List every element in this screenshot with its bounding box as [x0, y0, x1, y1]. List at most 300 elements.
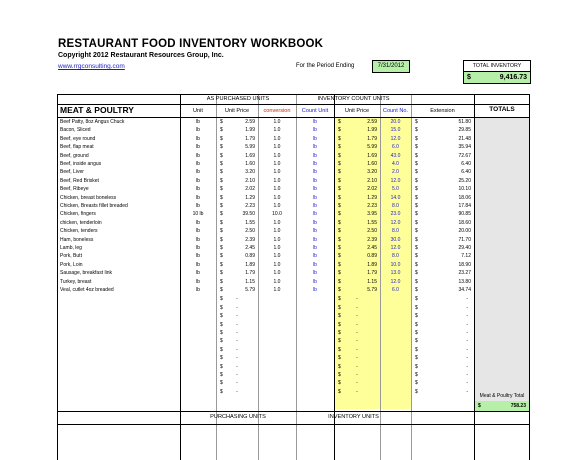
- extension-value: 18.06: [458, 194, 471, 201]
- unit-price-currency: $: [220, 321, 223, 328]
- conversion-factor[interactable]: 1.0: [273, 161, 281, 167]
- extension-currency: $: [415, 161, 418, 167]
- count-unit[interactable]: lb: [313, 228, 317, 235]
- item-name[interactable]: Beef, Ribeye: [60, 186, 89, 193]
- count-unit[interactable]: lb: [313, 152, 317, 159]
- section-total-currency: $: [478, 403, 481, 409]
- extension-currency: $: [415, 177, 418, 184]
- period-ending-label: For the Period Ending: [296, 63, 355, 69]
- count-number[interactable]: 23.0: [390, 211, 401, 218]
- count-price-currency: $: [338, 135, 341, 142]
- unit-price-currency: $: [220, 127, 223, 134]
- purchase-unit-price[interactable]: 1.60: [245, 161, 255, 167]
- extension-currency: $: [415, 304, 418, 311]
- conversion-factor[interactable]: 1.0: [273, 203, 281, 209]
- purchase-unit[interactable]: lb: [196, 186, 200, 193]
- count-number[interactable]: 10.0: [390, 261, 401, 268]
- count-price-currency: $: [338, 363, 341, 370]
- empty-count-price: -: [356, 388, 358, 395]
- col-count-unit: Count Unit: [301, 108, 329, 114]
- empty-extension: -: [466, 296, 468, 303]
- purchase-unit-price[interactable]: 2.23: [245, 203, 255, 209]
- count-number[interactable]: 8.0: [392, 253, 399, 260]
- conversion-factor[interactable]: 1.0: [273, 219, 281, 226]
- extension-value: 90.85: [458, 211, 471, 218]
- empty-count-price: -: [356, 372, 358, 378]
- unit-price-currency: $: [220, 119, 223, 125]
- conversion-factor[interactable]: 1.0: [273, 186, 281, 193]
- extension-currency: $: [415, 313, 418, 320]
- extension-value: 20.00: [458, 228, 471, 235]
- extension-currency: $: [415, 321, 418, 328]
- count-number[interactable]: 8.0: [392, 203, 399, 209]
- empty-unit-price[interactable]: -: [236, 380, 238, 387]
- workbook-title: RESTAURANT FOOD INVENTORY WORKBOOK: [58, 38, 324, 50]
- empty-extension: -: [466, 388, 468, 395]
- col-count-unit-price: Unit Price: [344, 108, 370, 114]
- empty-unit-price[interactable]: -: [236, 330, 238, 336]
- count-price-currency: $: [338, 278, 341, 285]
- count-unit-price: 5.99: [367, 144, 377, 151]
- count-price-currency: $: [338, 177, 341, 184]
- purchase-unit[interactable]: lb: [196, 169, 200, 176]
- extension-value: 10.10: [458, 186, 471, 193]
- purchase-unit[interactable]: lb: [196, 228, 200, 235]
- total-inventory-cell[interactable]: [463, 71, 531, 84]
- purchase-unit-price[interactable]: 2.02: [245, 186, 255, 193]
- unit-price-currency: $: [220, 169, 223, 176]
- count-unit[interactable]: lb: [313, 186, 317, 193]
- as-purchased-units-header: AS PURCHASED UNITS: [206, 96, 270, 102]
- empty-unit-price[interactable]: -: [236, 296, 238, 303]
- unit-price-currency: $: [220, 228, 223, 235]
- purchase-unit-price[interactable]: 5.79: [245, 287, 255, 293]
- website-link[interactable]: www.rrgconsulting.com: [58, 63, 125, 70]
- count-number[interactable]: 13.0: [390, 270, 401, 277]
- extension-value: 29.85: [458, 127, 471, 134]
- purchase-unit[interactable]: lb: [196, 261, 200, 268]
- empty-extension: -: [466, 338, 468, 345]
- count-unit[interactable]: lb: [313, 135, 317, 142]
- extension-currency: $: [415, 296, 418, 303]
- purchase-unit-price[interactable]: 1.89: [245, 261, 255, 268]
- extension-value: 6.40: [461, 169, 471, 176]
- count-number[interactable]: 15.0: [390, 127, 401, 134]
- unit-price-currency: $: [220, 219, 223, 226]
- purchase-unit-price[interactable]: 2.59: [245, 119, 255, 125]
- count-price-currency: $: [338, 245, 341, 251]
- unit-price-currency: $: [220, 186, 223, 193]
- item-name[interactable]: Chicken, Breasts fillet breaded: [60, 203, 128, 209]
- empty-unit-price[interactable]: -: [236, 355, 238, 362]
- purchase-unit-price[interactable]: 2.50: [245, 228, 255, 235]
- unit-price-currency: $: [220, 245, 223, 251]
- empty-count-price: -: [356, 355, 358, 362]
- item-name[interactable]: Chicken, fingers: [60, 211, 96, 218]
- conversion-factor[interactable]: 1.0: [273, 127, 281, 134]
- count-unit[interactable]: lb: [313, 119, 317, 125]
- conversion-factor[interactable]: 1.0: [273, 270, 281, 277]
- unit-price-currency: $: [220, 355, 223, 362]
- extension-currency: $: [415, 287, 418, 293]
- item-name[interactable]: Pork, Butt: [60, 253, 82, 260]
- count-price-currency: $: [338, 119, 341, 125]
- purchase-unit-price[interactable]: 2.45: [245, 245, 255, 251]
- extension-value: 29.40: [458, 245, 471, 251]
- empty-count-price: -: [356, 380, 358, 387]
- item-name[interactable]: Lamb, leg: [60, 245, 82, 251]
- count-price-currency: $: [338, 261, 341, 268]
- purchase-unit-price[interactable]: 0.89: [245, 253, 255, 260]
- unit-price-currency: $: [220, 144, 223, 151]
- count-unit[interactable]: lb: [313, 219, 317, 226]
- count-unit[interactable]: lb: [313, 203, 317, 209]
- count-price-currency: $: [338, 253, 341, 260]
- extension-currency: $: [415, 338, 418, 345]
- purchase-unit[interactable]: lb: [196, 135, 200, 142]
- purchase-unit-price[interactable]: 39.50: [242, 211, 255, 218]
- count-unit[interactable]: lb: [313, 278, 317, 285]
- item-name[interactable]: Chicken, breast boneless: [60, 194, 117, 201]
- purchase-unit[interactable]: lb: [196, 194, 200, 201]
- extension-currency: $: [415, 372, 418, 378]
- total-inventory-currency: $: [467, 74, 471, 81]
- purchase-unit-price[interactable]: 2.39: [245, 236, 255, 243]
- inventory-sheet: [57, 94, 530, 460]
- col-count-no: Count No.: [382, 108, 409, 114]
- total-inventory-value: 9,416.73: [499, 74, 527, 81]
- count-unit[interactable]: lb: [313, 253, 317, 260]
- conversion-factor[interactable]: 1.0: [273, 236, 281, 243]
- purchase-unit[interactable]: lb: [196, 127, 200, 134]
- unit-price-currency: $: [220, 278, 223, 285]
- purchase-unit-price[interactable]: 1.55: [245, 219, 255, 226]
- count-unit-price: 2.02: [367, 186, 377, 193]
- empty-extension: -: [466, 346, 468, 353]
- unit-price-currency: $: [220, 270, 223, 277]
- count-unit-price: 1.15: [367, 278, 377, 285]
- item-name[interactable]: Beef, flap meat: [60, 144, 94, 151]
- purchase-unit[interactable]: lb: [196, 236, 200, 243]
- item-name[interactable]: Beef, inside angus: [60, 161, 102, 167]
- empty-count-price: -: [356, 313, 358, 320]
- extension-currency: $: [415, 261, 418, 268]
- purchase-unit[interactable]: lb: [196, 270, 200, 277]
- unit-price-currency: $: [220, 161, 223, 167]
- purchase-unit[interactable]: lb: [196, 203, 200, 209]
- purchase-unit-price[interactable]: 1.79: [245, 135, 255, 142]
- extension-currency: $: [415, 253, 418, 260]
- purchase-unit-price[interactable]: 2.10: [245, 177, 255, 184]
- inventory-units-footer: INVENTORY UNITS: [328, 414, 379, 420]
- count-unit-price: 2.45: [367, 245, 377, 251]
- conversion-factor[interactable]: 1.0: [273, 152, 281, 159]
- item-name[interactable]: Veal, cutlet 4oz breaded: [60, 287, 114, 293]
- purchase-unit[interactable]: lb: [196, 161, 200, 167]
- item-name[interactable]: Beef, ground: [60, 152, 89, 159]
- count-unit[interactable]: lb: [313, 177, 317, 184]
- count-unit-price: 2.39: [367, 236, 377, 243]
- purchase-unit[interactable]: lb: [196, 219, 200, 226]
- count-price-currency: $: [338, 304, 341, 311]
- purchase-unit[interactable]: lb: [196, 119, 200, 125]
- unit-price-currency: $: [220, 203, 223, 209]
- conversion-factor[interactable]: 1.0: [273, 287, 281, 293]
- item-name[interactable]: Bacon, Sliced: [60, 127, 91, 134]
- purchase-unit-price[interactable]: 1.15: [245, 278, 255, 285]
- count-unit[interactable]: lb: [313, 127, 317, 134]
- count-number[interactable]: 2.0: [392, 169, 399, 176]
- purchase-unit[interactable]: lb: [196, 177, 200, 184]
- period-date-cell[interactable]: 7/31/2012: [372, 60, 410, 73]
- count-number[interactable]: 4.0: [392, 161, 399, 167]
- empty-extension: -: [466, 313, 468, 320]
- conversion-factor[interactable]: 1.0: [273, 169, 281, 176]
- count-price-currency: $: [338, 186, 341, 193]
- empty-unit-price[interactable]: -: [236, 338, 238, 345]
- count-price-currency: $: [338, 338, 341, 345]
- empty-unit-price[interactable]: -: [236, 321, 238, 328]
- empty-extension: -: [466, 363, 468, 370]
- extension-currency: $: [415, 211, 418, 218]
- purchasing-units-footer: PURCHASING UNITS: [210, 414, 266, 420]
- totals-column: [474, 118, 530, 409]
- count-price-currency: $: [338, 270, 341, 277]
- extension-value: 13.80: [458, 278, 471, 285]
- empty-count-price: -: [356, 304, 358, 311]
- extension-currency: $: [415, 346, 418, 353]
- count-price-currency: $: [338, 219, 341, 226]
- count-unit-price: 1.89: [367, 261, 377, 268]
- count-unit-price: 3.95: [367, 211, 377, 218]
- extension-value: 25.20: [458, 177, 471, 184]
- count-unit[interactable]: lb: [313, 194, 317, 201]
- extension-currency: $: [415, 228, 418, 235]
- count-unit-price: 3.20: [367, 169, 377, 176]
- item-name[interactable]: Ham, boneless: [60, 236, 94, 243]
- extension-currency: $: [415, 127, 418, 134]
- purchase-unit[interactable]: lb: [196, 152, 200, 159]
- conversion-factor[interactable]: 1.0: [273, 245, 281, 251]
- empty-count-price: -: [356, 321, 358, 328]
- count-number[interactable]: 5.0: [392, 186, 399, 193]
- extension-currency: $: [415, 363, 418, 370]
- purchase-unit-price[interactable]: 1.99: [245, 127, 255, 134]
- count-unit[interactable]: lb: [313, 287, 317, 293]
- count-unit-price: 1.29: [367, 194, 377, 201]
- count-number[interactable]: 12.0: [390, 278, 401, 285]
- unit-price-currency: $: [220, 304, 223, 311]
- col-extension: Extension: [430, 108, 455, 114]
- count-price-currency: $: [338, 144, 341, 151]
- count-number[interactable]: 12.0: [390, 135, 401, 142]
- extension-value: 71.70: [458, 236, 471, 243]
- conversion-factor[interactable]: 1.0: [273, 253, 281, 260]
- count-unit[interactable]: lb: [313, 261, 317, 268]
- empty-count-price: -: [356, 363, 358, 370]
- empty-count-price: -: [356, 338, 358, 345]
- col-conversion: conversion: [263, 108, 291, 114]
- count-unit-price: 1.60: [367, 161, 377, 167]
- conversion-factor[interactable]: 1.0: [273, 135, 281, 142]
- purchase-unit-price[interactable]: 1.69: [245, 152, 255, 159]
- purchase-unit[interactable]: 10 lb: [192, 211, 204, 218]
- count-unit-price: 2.50: [367, 228, 377, 235]
- unit-price-currency: $: [220, 152, 223, 159]
- unit-price-currency: $: [220, 380, 223, 387]
- count-unit[interactable]: lb: [313, 236, 317, 243]
- unit-price-currency: $: [220, 177, 223, 184]
- count-number[interactable]: 12.0: [390, 245, 401, 251]
- count-number[interactable]: 20.0: [390, 119, 401, 125]
- extension-value: 34.74: [458, 287, 471, 293]
- item-name[interactable]: Beef, eye round: [60, 135, 96, 142]
- conversion-factor[interactable]: 1.0: [273, 228, 281, 235]
- count-price-currency: $: [338, 321, 341, 328]
- conversion-factor[interactable]: 1.0: [273, 261, 281, 268]
- conversion-factor[interactable]: 1.0: [273, 177, 281, 184]
- extension-value: 72.67: [458, 152, 471, 159]
- item-name[interactable]: Beef Patty, 8oz Angus Chuck: [60, 119, 125, 125]
- count-unit[interactable]: lb: [313, 245, 317, 251]
- empty-extension: -: [466, 330, 468, 336]
- col-unit: Unit: [193, 108, 203, 114]
- extension-currency: $: [415, 194, 418, 201]
- conversion-factor[interactable]: 1.0: [273, 194, 281, 201]
- extension-value: 7.12: [461, 253, 471, 260]
- unit-price-currency: $: [220, 313, 223, 320]
- empty-unit-price[interactable]: -: [236, 388, 238, 395]
- empty-unit-price[interactable]: -: [236, 363, 238, 370]
- unit-price-currency: $: [220, 135, 223, 142]
- count-number[interactable]: 30.0: [390, 236, 401, 243]
- count-price-currency: $: [338, 211, 341, 218]
- conversion-factor[interactable]: 1.0: [273, 144, 281, 151]
- empty-extension: -: [466, 380, 468, 387]
- count-number[interactable]: 6.0: [392, 287, 399, 293]
- conversion-factor[interactable]: 1.0: [273, 278, 281, 285]
- purchase-unit[interactable]: lb: [196, 278, 200, 285]
- unit-price-currency: $: [220, 261, 223, 268]
- count-unit[interactable]: lb: [313, 161, 317, 167]
- count-unit-price: 5.79: [367, 287, 377, 293]
- count-price-currency: $: [338, 287, 341, 293]
- unit-price-currency: $: [220, 253, 223, 260]
- col-unit-price: Unit Price: [224, 108, 250, 114]
- purchase-unit-price[interactable]: 1.29: [245, 194, 255, 201]
- purchase-unit[interactable]: lb: [196, 245, 200, 251]
- extension-value: 23.27: [458, 270, 471, 277]
- extension-currency: $: [415, 330, 418, 336]
- empty-unit-price[interactable]: -: [236, 372, 238, 378]
- empty-count-price: -: [356, 330, 358, 336]
- extension-value: 35.94: [458, 144, 471, 151]
- count-number[interactable]: 6.0: [392, 144, 399, 151]
- empty-unit-price[interactable]: -: [236, 346, 238, 353]
- count-unit-price: 2.23: [367, 203, 377, 209]
- unit-price-currency: $: [220, 287, 223, 293]
- count-unit-price: 1.99: [367, 127, 377, 134]
- extension-value: 6.40: [461, 161, 471, 167]
- item-name[interactable]: Beef, Red Brisket: [60, 177, 99, 184]
- count-number[interactable]: 43.0: [390, 152, 401, 159]
- section-header-meat-poultry: MEAT & POULTRY: [60, 105, 134, 115]
- extension-currency: $: [415, 236, 418, 243]
- empty-count-price: -: [356, 296, 358, 303]
- item-name[interactable]: Chicken, tenders: [60, 228, 98, 235]
- unit-price-currency: $: [220, 211, 223, 218]
- count-unit-price: 2.59: [367, 119, 377, 125]
- empty-unit-price[interactable]: -: [236, 313, 238, 320]
- count-price-currency: $: [338, 330, 341, 336]
- extension-value: 51.80: [458, 119, 471, 125]
- purchase-unit[interactable]: lb: [196, 144, 200, 151]
- count-price-currency: $: [338, 346, 341, 353]
- empty-extension: -: [466, 321, 468, 328]
- count-price-currency: $: [338, 203, 341, 209]
- count-price-currency: $: [338, 161, 341, 167]
- count-unit-price: 1.79: [367, 270, 377, 277]
- count-number[interactable]: 12.0: [390, 219, 401, 226]
- count-unit-price: 1.79: [367, 135, 377, 142]
- count-unit[interactable]: lb: [313, 211, 317, 218]
- total-inventory-label: TOTAL INVENTORY: [463, 60, 531, 71]
- extension-currency: $: [415, 135, 418, 142]
- count-price-currency: $: [338, 296, 341, 303]
- item-name[interactable]: chicken, tenderloin: [60, 219, 102, 226]
- conversion-factor[interactable]: 1.0: [273, 119, 281, 125]
- purchase-unit-price[interactable]: 3.20: [245, 169, 255, 176]
- count-unit-price: 1.69: [367, 152, 377, 159]
- unit-price-currency: $: [220, 236, 223, 243]
- count-number[interactable]: 14.0: [390, 194, 401, 201]
- purchase-unit-price[interactable]: 1.79: [245, 270, 255, 277]
- extension-value: 18.60: [458, 219, 471, 226]
- count-unit-price: 2.10: [367, 177, 377, 184]
- count-unit[interactable]: lb: [313, 169, 317, 176]
- extension-currency: $: [415, 270, 418, 277]
- copyright-text: Copyright 2012 Restaurant Resources Group, Inc.: [58, 52, 224, 59]
- unit-price-currency: $: [220, 296, 223, 303]
- empty-count-price: -: [356, 346, 358, 353]
- item-name[interactable]: Turkey, breast: [60, 278, 92, 285]
- count-price-currency: $: [338, 169, 341, 176]
- inventory-count-units-header: INVENTORY COUNT UNITS: [317, 96, 390, 102]
- count-price-currency: $: [338, 388, 341, 395]
- purchase-unit[interactable]: lb: [196, 253, 200, 260]
- count-price-currency: $: [338, 127, 341, 134]
- empty-unit-price[interactable]: -: [236, 304, 238, 311]
- extension-currency: $: [415, 388, 418, 395]
- item-name[interactable]: Pork, Loin: [60, 261, 83, 268]
- purchase-unit-price[interactable]: 5.99: [245, 144, 255, 151]
- extension-currency: $: [415, 144, 418, 151]
- count-number[interactable]: 12.0: [390, 177, 401, 184]
- count-price-currency: $: [338, 380, 341, 387]
- purchase-unit[interactable]: lb: [196, 287, 200, 293]
- count-unit[interactable]: lb: [313, 144, 317, 151]
- item-name[interactable]: Beef, Liver: [60, 169, 84, 176]
- count-price-currency: $: [338, 236, 341, 243]
- item-name[interactable]: Sausage, breakfast link: [60, 270, 112, 277]
- section-total-value: 758.23: [510, 403, 526, 409]
- col-totals: TOTALS: [489, 106, 515, 113]
- conversion-factor[interactable]: 10.0: [272, 211, 282, 218]
- unit-price-currency: $: [220, 388, 223, 395]
- count-number[interactable]: 8.0: [392, 228, 399, 235]
- count-price-currency: $: [338, 228, 341, 235]
- count-unit[interactable]: lb: [313, 270, 317, 277]
